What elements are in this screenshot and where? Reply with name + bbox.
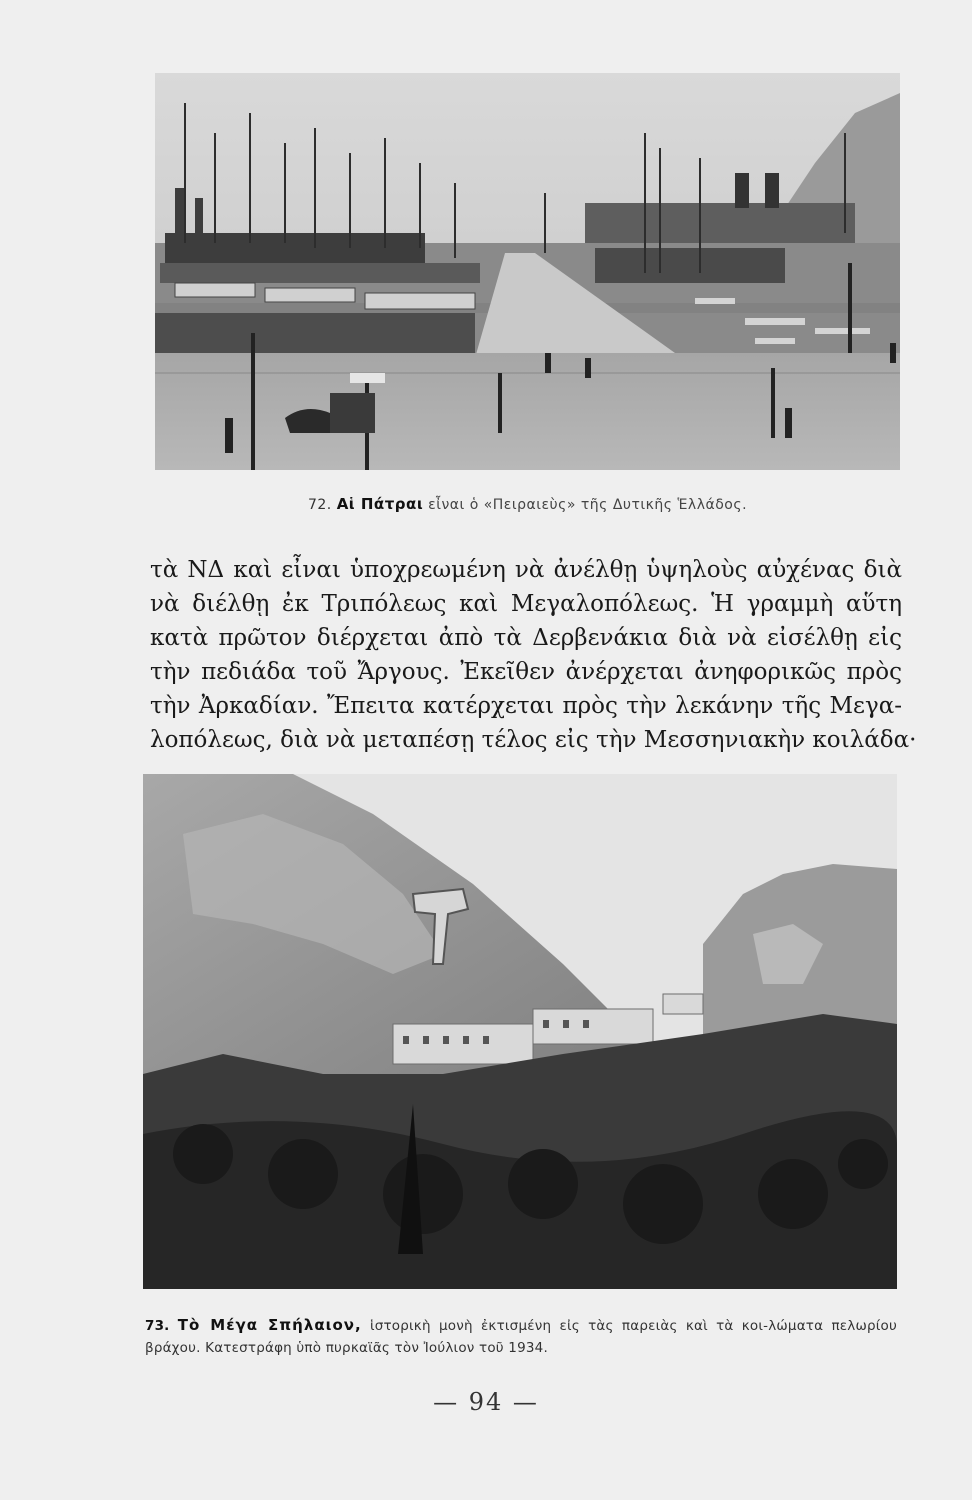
figure-72-caption-text: εἶναι ὁ «Πειραιεὺς» τῆς Δυτικῆς Ἑλλάδος.	[423, 497, 748, 513]
page-number: — 94 —	[433, 1388, 539, 1416]
body-line: λοπόλεως, διὰ νὰ μεταπέσῃ τέλος εἰς τὴν Μεσσηνιακὴν κοιλάδα·	[150, 727, 917, 753]
figure-73-number: 73.	[145, 1318, 170, 1334]
body-paragraph	[150, 553, 917, 757]
monastery-illustration	[143, 774, 897, 1289]
figure-72-number: 72.	[307, 497, 332, 513]
figure-73-caption-text: ἱστορικὴ μονὴ ἐκτισμένη εἰς τὰς παρειὰς καὶ τὰ κοι-λώματα πελωρίου βράχου. Κατεστράφη ὑπὸ πυρκαϊᾶς τὸν Ἰούλιον τοῦ 1934.	[145, 1318, 897, 1356]
figure-73-title: Τὸ Μέγα Σπήλαιον,	[177, 1316, 362, 1334]
body-line: νὰ διέλθῃ ἐκ Τριπόλεως καὶ Μεγαλοπόλεως. Ἡ γραμμὴ αὕτη	[150, 591, 902, 617]
figure-72-title: Αἱ Πάτραι	[336, 495, 424, 513]
body-line: κατὰ πρῶτον διέρχεται ἀπὸ τὰ Δερβενάκια διὰ νὰ εἰσέλθῃ εἰς	[150, 625, 902, 651]
harbor-illustration	[155, 73, 900, 470]
body-line: τὴν πεδιάδα τοῦ Ἄργους. Ἐκεῖθεν ἀνέρχεται ἀνηφορικῶς πρὸς	[150, 659, 902, 685]
figure-73-caption	[145, 1314, 897, 1359]
body-line: τὰ ΝΔ καὶ εἶναι ὑποχρεωμένη νὰ ἀνέλθῃ ὑψηλοὺς αὐχένας διὰ	[150, 557, 902, 583]
harbor-photo	[155, 73, 900, 470]
monastery-photo	[143, 774, 897, 1289]
body-line: τὴν Ἀρκαδίαν. Ἔπειτα κατέρχεται πρὸς τὴν λεκάνην τῆς Μεγα-	[150, 693, 902, 719]
figure-72-caption	[155, 495, 900, 513]
